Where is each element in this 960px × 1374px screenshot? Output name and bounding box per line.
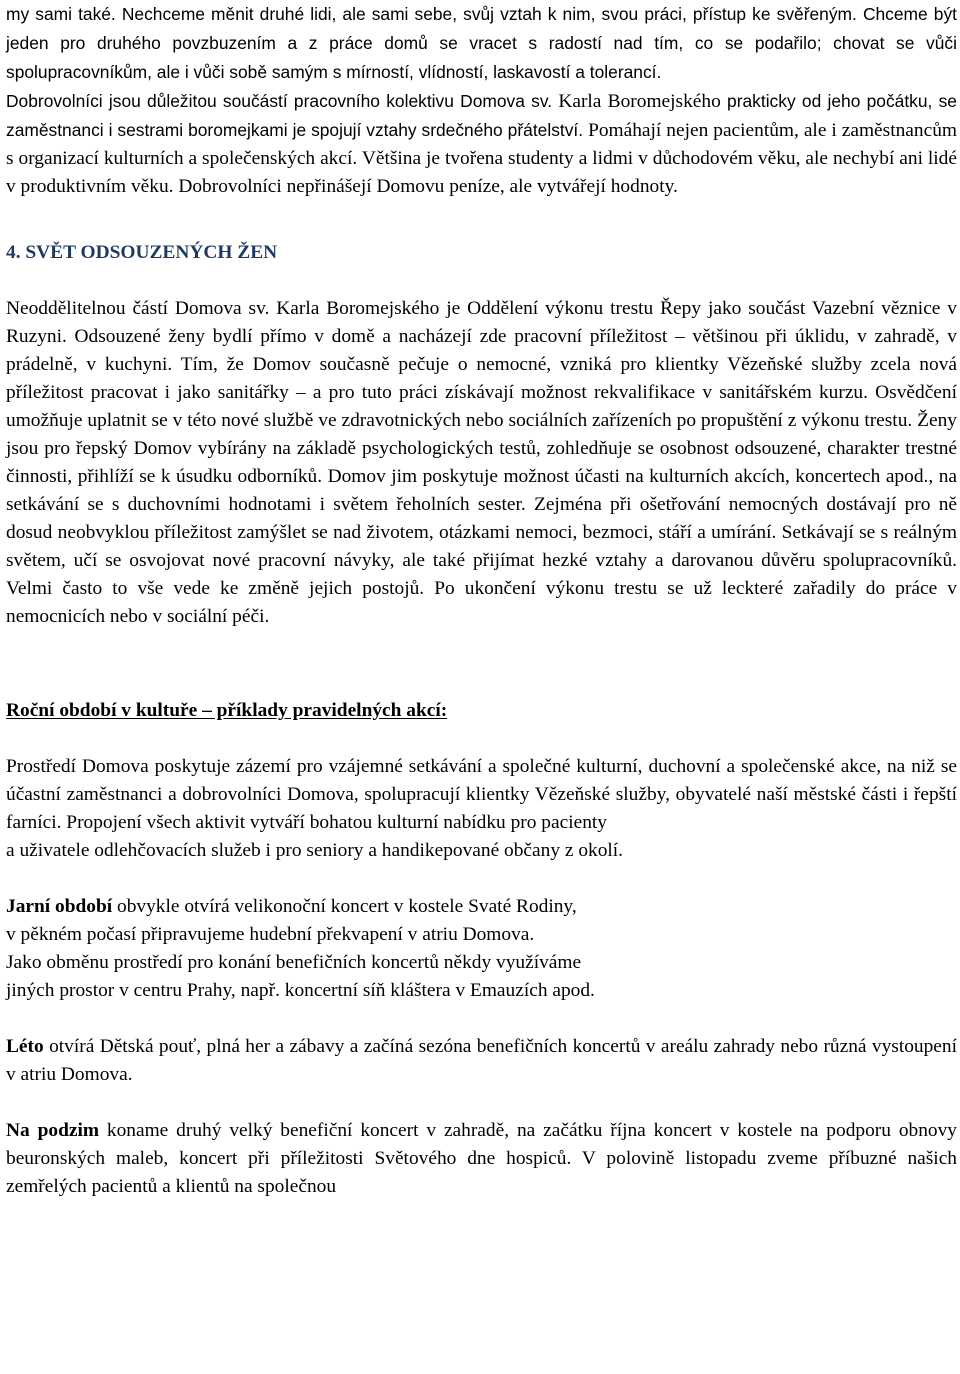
culture-intro-a: Prostředí Domova poskytuje zázemí pro vzájemné setkávání a společné kulturní, duchovní a společenské akce, na niž se účastní zaměstnanci a dobrovolníci Domova, spolupracují klientky Vězeňské služby, obyvatelé naší městské části i řepští farníci. Propojení všech aktivit vytváří bohatou kulturní nabídku pro pacienty xyxy=(6,756,957,833)
intro-line-1: my sami také. Nechceme měnit druhé lidi, ale sami sebe, svůj vztah k nim, svou práci, přístup ke xyxy=(6,4,771,24)
culture-intro-b: a uživatele odlehčovacích služeb i pro seniory a handikepované občany z okolí. xyxy=(6,840,624,861)
intro-paragraph-1 xyxy=(6,0,957,87)
autumn-paragraph xyxy=(6,1117,957,1201)
spacer xyxy=(6,1089,957,1117)
intro-rest: svěřeným. Chceme být jeden pro druhého povzbuzením a z práce domů se vracet s radostí nad tím, co se podařilo; chovat se vůči spolupracovníkům, ale i vůči sobě samým s mírností, vlídností, laskavostí a tolerancí. xyxy=(6,4,957,82)
spacer xyxy=(6,1005,957,1033)
volunteers-text-5: Většina je tvořena studenty a lidmi v důchodovém věku, ale nechybí ani lidé v produktivním věku. Dobrovolníci nepřinášejí Domovu peníze, ale vytvářejí hodnoty. xyxy=(6,148,957,197)
spacer xyxy=(6,267,957,295)
spring-text-1: obvykle otvírá velikonoční koncert v kostele Svaté Rodiny, xyxy=(112,896,577,917)
summer-text: otvírá Dětská pouť, plná her a zábavy a začíná sezóna benefičních koncertů v areálu zahrady nebo různá vystoupení v atriu Domova. xyxy=(6,1036,957,1085)
spring-block xyxy=(6,893,957,1005)
spring-line-2: v pěkném počasí připravujeme hudební překvapení v atriu Domova. xyxy=(6,924,535,945)
summer-paragraph xyxy=(6,1033,957,1089)
spring-line-4: jiných prostor v centru Prahy, např. koncertní síň kláštera v Emauzích apod. xyxy=(6,980,595,1001)
spring-line-1 xyxy=(6,893,957,921)
spacer xyxy=(6,631,957,697)
spring-label: Jarní období xyxy=(6,896,113,917)
section-4-body: Neoddělitelnou částí Domova sv. Karla Boromejského je Oddělení výkonu trestu Řepy jako součást Vazební věznice v Ruzyni. Odsouzené ženy bydlí přímo v domě a nacházejí zde pracovní příležitost – většinou při úklidu, v zahradě, v prádelně, v kuchyni. Tím, že Domov současně pečuje o nemocné, vzniká pro klientky Vězeňské služby zcela nová příležitost pracovat i jako sanitářky – a pro tuto práci získávají možnost rekvalifikace v sanitářském kurzu. Osvědčení umožňuje uplatnit se v této nové službě ve zdravotnických nebo sociálních zařízeních po propuštění z výkonu trestu. Ženy jsou pro řepský Domov vybírány na základě psychologických testů, zohledňuje se osobnost odsouzené, charakter trestné činnosti, přihlíží se k úsudku odborníků. Domov jim poskytuje možnost účasti na kulturních akcích, koncertech apod., na setkávání se s duchovními hodnotami i světem řeholních sester. Zejména při ošetřování nemocných dostávají pro ně dosud neobvyklou příležitost zamýšlet se nad životem, otázkami nemoci, bezmoci, stáří a umírání. Setkávají se s reálným světem, učí se osvojovat nové pracovní návyky, ale také přijímat hezké vztahy a darovanou důvěru spolupracovníků. Velmi často to vše vede ke změně jejich postojů. Po ukončení výkonu trestu se už leckteré zařadily do práce v nemocnicích nebo v sociální péči. xyxy=(6,298,957,627)
spring-line-3: Jako obměnu prostředí pro konání benefičních koncertů někdy využíváme xyxy=(6,952,582,973)
spacer xyxy=(6,865,957,893)
volunteers-text-4: Pomáhají nejen pacientům, ale i zaměstnancům s organizací kulturních a společenských akcí. xyxy=(6,120,957,169)
spacer xyxy=(6,201,957,239)
document-page xyxy=(6,0,957,1201)
volunteers-text-2: Karla Boromejského xyxy=(558,91,721,112)
volunteers-text-1: Dobrovolníci jsou důležitou součástí pracovního kolektivu Domova sv. xyxy=(6,91,553,111)
autumn-label: Na podzim xyxy=(6,1120,100,1141)
autumn-text: koname druhý velký benefiční koncert v zahradě, na začátku října koncert v kostele na podporu obnovy beuronských maleb, koncert při příležitosti Světového dne hospiců. V polovině listopadu zveme příbuzné našich zemřelých pacientů a klientů na společnou xyxy=(6,1120,958,1197)
summer-label: Léto xyxy=(6,1036,44,1057)
intro-paragraph-2 xyxy=(6,87,957,201)
culture-heading: Roční období v kultuře – příklady pravidelných akcí: xyxy=(6,700,448,721)
section-4-heading: 4. SVĚT ODSOUZENÝCH ŽEN xyxy=(6,242,278,263)
culture-intro xyxy=(6,753,957,837)
volunteers-text-3: prakticky od jeho počátku, se zaměstnanci i sestrami boromejkami je spojují vztahy srdečného přátelství. xyxy=(6,91,957,140)
spacer xyxy=(6,725,957,753)
